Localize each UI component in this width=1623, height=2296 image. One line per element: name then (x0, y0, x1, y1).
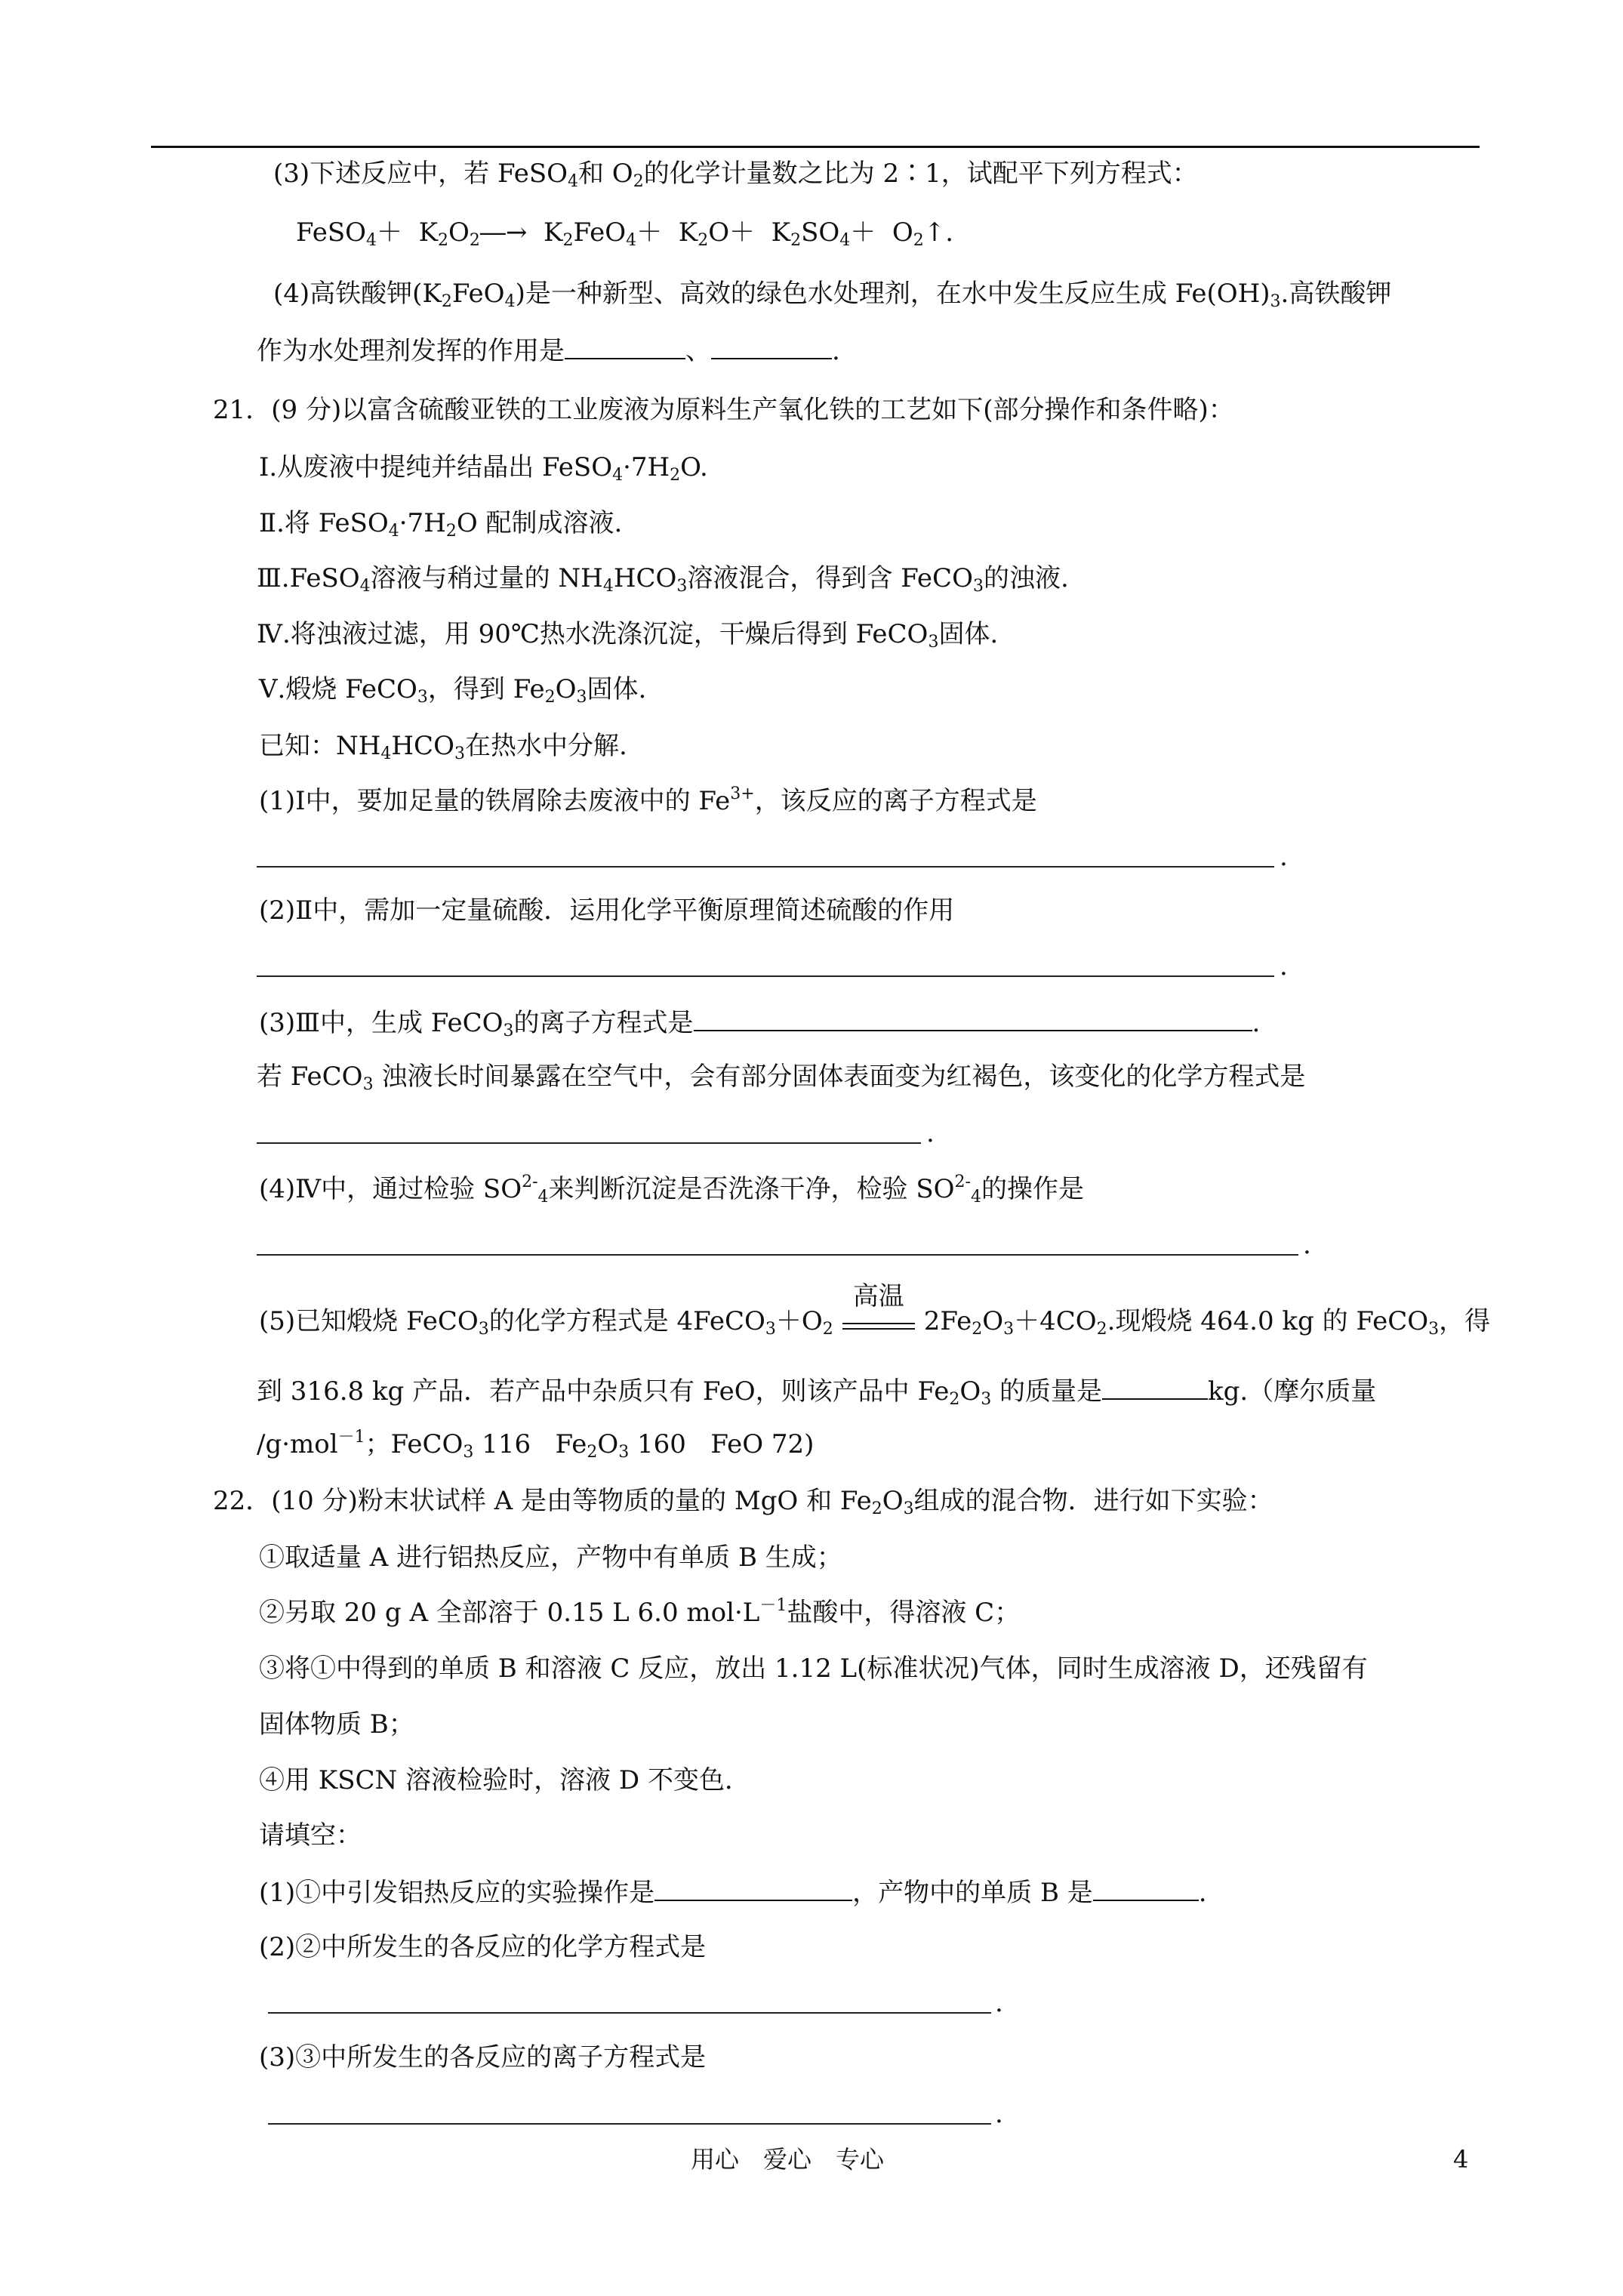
q21-step2: Ⅱ.将 $FeSO_4\cdot 7H_2O$ 配制成溶液. (259, 508, 623, 541)
q22-step3-cont: 固体物质 B； (259, 1709, 414, 1740)
q21-step4: Ⅳ.将浊液过滤，用 90℃热水洗涤沉淀，干燥后得到 FeCO$_3$固体. (257, 619, 999, 652)
q21-part2: (2)Ⅱ中，需加一定量硫酸．运用化学平衡原理简述硫酸的作用 (259, 895, 955, 926)
q22-step1: ①取适量 A 进行铝热反应，产物中有单质 B 生成； (259, 1542, 842, 1573)
q20-part4: (4)高铁酸钾$(K_2FeO_4)$是一种新型、高效的绿色水处理剂，在水中发生反应生成 $Fe(OH)_3$.高铁酸钾 (273, 279, 1392, 311)
q20-part3-intro: (3)下述反应中，若 FeSO$_4$和 $O_2$的化学计量数之比为 2∶1，试配平下列方程式： (273, 159, 1198, 191)
q21-step3: Ⅲ.FeSO$_4$溶液与稍过量的 $NH_4HCO_3$溶液混合，得到含 FeCO$_3$的浊液. (257, 563, 1069, 596)
q22-fill-prompt: 请填空： (259, 1820, 362, 1851)
answer-line[interactable] (257, 1142, 921, 1144)
answer-line[interactable] (268, 2123, 991, 2125)
answer-blank[interactable] (694, 1004, 1252, 1031)
answer-blank[interactable] (1102, 1373, 1208, 1400)
end-period: . (1303, 1230, 1311, 1260)
answer-line[interactable] (268, 2012, 991, 2014)
page-number: 4 (1453, 2145, 1469, 2174)
answer-line[interactable] (257, 866, 1274, 868)
q22-part2: (2)②中所发生的各反应的化学方程式是 (259, 1932, 707, 1962)
answer-line[interactable] (257, 1254, 1298, 1256)
end-period: . (1280, 842, 1288, 872)
q21-part4: (4)Ⅳ中，通过检验 $SO^{2-}_4$来判断沉淀是否洗涤干净，检验 $SO^{2-}_4$的操作是 (259, 1173, 1084, 1207)
q21-part3-followup: 若 FeCO$_3$ 浊液长时间暴露在空气中，会有部分固体表面变为红褐色，该变化的化学方程式是 (257, 1062, 1306, 1094)
q22-step4: ④用 KSCN 溶液检验时，溶液 D 不变色． (259, 1765, 750, 1795)
end-period: . (995, 1988, 1003, 2018)
end-period: . (1280, 951, 1288, 982)
q21-step1: Ⅰ.从废液中提纯并结晶出 $FeSO_4\cdot 7H_2O$. (259, 452, 708, 485)
header-rule (151, 146, 1480, 148)
answer-blank[interactable] (654, 1874, 852, 1901)
answer-blank[interactable] (711, 332, 832, 359)
footer-motto: 用心 爱心 专心 (691, 2145, 885, 2174)
q21-header: 21．(9 分)以富含硫酸亚铁的工业废液为原料生产氧化铁的工艺如下(部分操作和条件略)： (213, 395, 1234, 425)
q21-part5-line2: 到 316.8 kg 产品．若产品中杂质只有 FeO，则该产品中 $Fe_2O_3$ 的质量是 kg.（摩尔质量 (257, 1373, 1376, 1409)
q22-step3: ③将①中得到的单质 B 和溶液 C 反应，放出 1.12 L(标准状况)气体，同时生成溶液 D，还残留有 (259, 1653, 1368, 1684)
end-period: . (995, 2099, 1003, 2129)
q20-part4-answer-line: 作为水处理剂发挥的作用是 、 . (257, 332, 840, 368)
q21-step5: Ⅴ.煅烧 FeCO$_3$，得到 $Fe_2O_3$固体. (259, 674, 647, 707)
reaction-condition: 高温 (842, 1323, 915, 1330)
q22-part1: (1)①中引发铝热反应的实验操作是 ，产物中的单质 B 是 . (259, 1874, 1207, 1910)
answer-line[interactable] (257, 975, 1274, 977)
q21-part5-line3: /g·mol$^{-1}$；FeCO$_3$ 116 $Fe_2O_3$ 160 FeO 72) (257, 1428, 815, 1462)
answer-blank[interactable] (1093, 1874, 1199, 1901)
q22-part3: (3)③中所发生的各反应的离子方程式是 (259, 2042, 707, 2073)
q21-part5: (5)已知煅烧 FeCO$_3$的化学方程式是 $4FeCO_3+O_2$ 高温 $2Fe_2O_3+4CO_2$.现煅烧 464.0 kg 的 FeCO$_3$，得 (259, 1281, 1491, 1339)
answer-blank[interactable] (565, 332, 685, 359)
q20-equation: FeSO$_4$＋ $K_2O_2―\to K_2FeO_4+ K_2O+ K_2SO_4+$ $O_2↑$. (296, 217, 954, 250)
q22-header: 22．(10 分)粉末状试样 A 是由等物质的量的 MgO 和 $Fe_2O_3$组成的混合物．进行如下实验： (213, 1486, 1273, 1518)
end-period: . (926, 1118, 935, 1148)
q21-part3: (3)Ⅲ中，生成 FeCO$_3$的离子方程式是 . (259, 1004, 1260, 1040)
q21-known: 已知：$NH_4HCO_3$在热水中分解. (259, 731, 627, 763)
q22-step2: ②另取 20 g A 全部溶于 0.15 L 6.0 $mol\cdot L^{-1}$盐酸中，得溶液 C； (259, 1596, 1021, 1628)
q21-part1: (1)Ⅰ中，要加足量的铁屑除去废液中的 $Fe^{3+}$，该反应的离子方程式是 (259, 784, 1037, 816)
